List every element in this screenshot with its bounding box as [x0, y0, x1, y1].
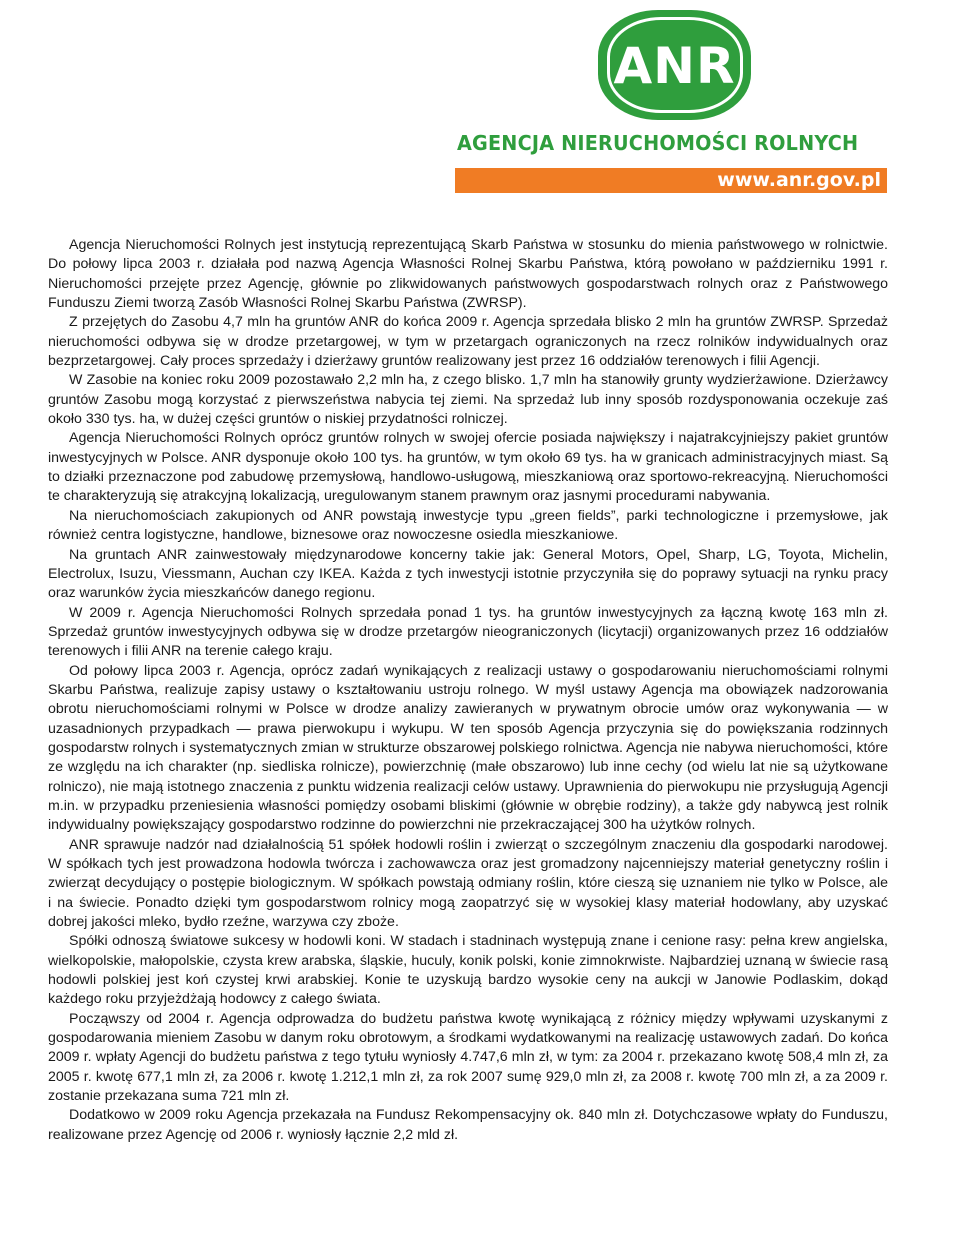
paragraph: W Zasobie na koniec roku 2009 pozostawało 2,2 mln ha, z czego blisko. 1,7 mln ha stanowiły grunty wydzierżawione. Dzierżawcy gruntów Zasobu mogą korzystać z pierwszeństwa nabycia tej ziemi. Na sprzedaż lub inny sposób rozdysponowania oczekuje zaś około 330 tys. ha, w dużej części gruntów o niskiej przydatności rolniczej. [48, 372, 888, 428]
paragraph: W 2009 r. Agencja Nieruchomości Rolnych sprzedała ponad 1 tys. ha gruntów inwestycyjnych za łączną kwotę 163 mln zł. Sprzedaż gruntów inwestycyjnych odbywa się w drodze przetargów nieograniczonych (licytacji) organizowanych przez 16 oddziałów terenowych i filii ANR na terenie całego kraju. [48, 604, 888, 660]
paragraph: Na nieruchomościach zakupionych od ANR powstają inwestycje typu „green fields”, parki technologiczne i przemysłowe, jak również centra logistyczne, handlowe, biznesowe oraz nowoczesne osiedla mieszkaniowe. [48, 507, 888, 544]
paragraph: Na gruntach ANR zainwestowały międzynarodowe koncerny takie jak: General Motors, Opel, Sharp, LG, Toyota, Michelin, Electrolux, Isuzu, Viessmann, Auchan czy IKEA. Każda z tych inwestycji istotnie przyczyniła się do poprawy sytuacji na rynku pracy oraz warunków życia mieszkańców danego regionu. [48, 546, 888, 602]
paragraph: Spółki odnoszą światowe sukcesy w hodowli koni. W stadach i stadninach występują znane i cenione rasy: pełna krew angielska, wielkopolskie, małopolskie, czysta krew arabska, śląskie, huculy, konik polski, konie zimnokrwiste. Najbardziej uznaną w świecie rasą hodowli polskiej jest koń czystej krwi arabskiej. Konie te uzyskują bardzo wysokie ceny na aukcji w Janowie Podlaskim, dokąd każdego roku przyjeżdżają hodowcy z całego świata. [48, 933, 888, 1008]
paragraph: ANR sprawuje nadzór nad działalnością 51 spółek hodowli roślin i zwierząt o szczególnym znaczeniu dla gospodarki narodowej. W spółkach tych jest prowadzona hodowla twórcza i zachowawcza oraz jest gromadzony najcenniejszy materiał genetyczny roślin i zwierząt decydujący o postępie biologicznym. W spółkach powstają odmiany roślin, które cieszą się uznaniem nie tylko w Polsce, ale i na świecie. Ponadto dzięki tym gospodarstwom rolnicy mogą zaopatrzyć się w wysokiej klasy materiał hodowlany, aby uzyskać dobrej jakości mleko, bydło rzeźne, warzywa czy zboże. [48, 836, 888, 931]
page-header [455, 0, 890, 196]
paragraph: Agencja Nieruchomości Rolnych jest instytucją reprezentującą Skarb Państwa w stosunku do mienia państwowego w rolnictwie. Do połowy lipca 2003 r. działała pod nazwą Agencja Własności Rolnej Skarbu Państwa, którą powołano w październiku 1991 r. Nieruchomości przejęte przez Agencję, głównie po zlikwidowanych państwowych gospodarstwach rolnych oraz z Państwowego Funduszu Ziemi tworzą Zasób Własności Rolnej Skarbu Państwa (ZWRSP). [48, 237, 888, 312]
anr-logo-frame [607, 17, 743, 113]
website-url: www.anr.gov.pl [455, 168, 887, 193]
paragraph: Począwszy od 2004 r. Agencja odprowadza do budżetu państwa kwotę wynikającą z różnicy między wpływami uzyskanymi z gospodarowania mieniem Zasobu w danym roku obrotowym, a środkami wydatkowanymi na realizację ustawowych zadań. Do końca 2009 r. wpłaty Agencji do budżetu państwa z tego tytułu wyniosły 4.747,6 mln zł, w tym: za 2004 r. przekazano kwotę 508,4 mln zł, za 2005 r. kwotę 677,1 mln zł, za 2006 r. kwotę 1.212,1 mln zł, za rok 2007 sumę 929,0 mln zł, za 2008 r. kwotę 700 mln zł, a za 2009 r. zostanie przekazana suma 721 mln zł. [48, 1010, 888, 1105]
paragraph: Z przejętych do Zasobu 4,7 mln ha gruntów ANR do końca 2009 r. Agencja sprzedała blisko 2 mln ha gruntów ZWRSP. Sprzedaż nieruchomości odbywa się w drodze przetargowej, w tym w przetargach ograniczonych na rzecz rolników indywidualnych oraz bezprzetargowej. Cały proces sprzedaży i dzierżawy gruntów realizowany jest przez 16 oddziałów terenowych i filii Agencji. [48, 314, 888, 370]
document-body [48, 236, 888, 1145]
anr-logo [598, 10, 751, 120]
paragraph: Od połowy lipca 2003 r. Agencja, oprócz zadań wynikających z realizacji ustawy o gospodarowaniu nieruchomościami rolnymi Skarbu Państwa, realizuje zapisy ustawy o kształtowaniu ustroju rolnego. W myśl ustawy Agencja ma obowiązek nadzorowania obrotu nieruchomościami rolnymi w Polsce w drodze analizy zawieranych w prywatnym obrocie umów oraz wykonywania — w uzasadnionych przypadkach — prawa pierwokupu i wykupu. W ten sposób Agencja przyczynia się do powiększania rodzinnych gospodarstw rolnych i systematycznych zmian w strukturze obszarowej polskiego rolnictwa. Agencja nie nabywa nieruchomości, które ze względu na ich charakter (np. siedliska rolnicze), powierzchnię (małe obszarowo) lub inne cechy (od wielu lat nie są użytkowane rolniczo), nie mają istotnego znaczenia z punktu widzenia realizacji celów ustawy. Uprawnienia do pierwokupu nie przysługują Agencji m.in. w przypadku przeniesienia własności pomiędzy osobami bliskimi (głównie w obrębie rodziny), a także gdy nabywcą jest rolnik indywidualny powiększający gospodarstwo rodzinne do powierzchni nie przekraczającej 300 ha użytków rolnych. [48, 662, 888, 834]
paragraph: Agencja Nieruchomości Rolnych oprócz gruntów rolnych w swojej ofercie posiada największy i najatrakcyjniejszy pakiet gruntów inwestycyjnych w Polsce. ANR dysponuje około 100 tys. ha gruntów, w tym około 69 tys. ha w granicach administracyjnych miast. Są to działki przeznaczone pod zabudowę przemysłową, handlowo-usługową, mieszkaniową oraz sportowo-rekreacyjną. Nieruchomości te charakteryzują się atrakcyjną lokalizacją, uregulowanym stanem prawnym oraz jasnymi procedurami nabywania. [48, 430, 888, 505]
paragraph: Dodatkowo w 2009 roku Agencja przekazała na Fundusz Rekompensacyjny ok. 840 mln zł. Dotychczasowe wpłaty do Funduszu, realizowane przez Agencję od 2006 r. wyniosły łącznie 2,2 mld zł. [48, 1107, 888, 1143]
anr-logo-text: ANR [613, 37, 736, 95]
agency-name: AGENCJA NIERUCHOMOŚCI ROLNYCH [457, 131, 859, 155]
